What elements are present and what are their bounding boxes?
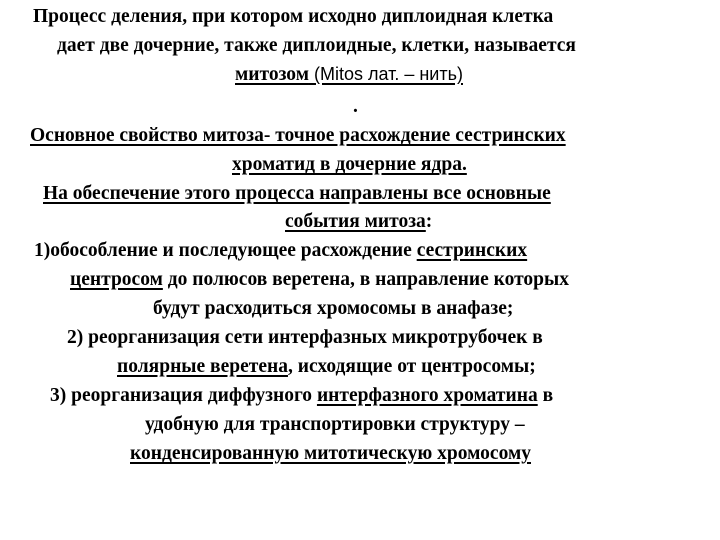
item1-centrosomes: центросом bbox=[70, 269, 163, 290]
item1-text-b: до полюсов веретена, в направление которых bbox=[162, 269, 569, 290]
para3-line1 bbox=[43, 179, 551, 208]
para2-line2-text: хроматид в дочерние ядра. bbox=[232, 154, 467, 175]
para1-period: . bbox=[353, 96, 358, 117]
para1-line2-text: дает две дочерние, также диплоидные, клетки, называется bbox=[57, 35, 576, 56]
item2-line1 bbox=[67, 323, 543, 352]
para2-line1-text: Основное свойство митоза- точное расхождение сестринских bbox=[30, 125, 566, 146]
item1-line1 bbox=[34, 236, 527, 265]
item1-line2 bbox=[70, 265, 569, 294]
item3-line2 bbox=[145, 410, 525, 439]
item2-text-a: 2) реорганизация сети интерфазных микротрубочек в bbox=[67, 327, 543, 348]
item1-line3 bbox=[153, 294, 513, 323]
item3-condensed-chromosome: конденсированную митотическую хромосому bbox=[130, 443, 531, 464]
item3-line3 bbox=[130, 439, 531, 468]
para1-line2 bbox=[57, 31, 576, 60]
item3-text-a: 3) реорганизация диффузного bbox=[50, 385, 317, 406]
item1-text-c: будут расходиться хромосомы в анафазе; bbox=[153, 298, 514, 319]
item1-sister: сестринских bbox=[416, 240, 528, 261]
para3-line1-text: На обеспечение этого процесса направлены все основные bbox=[43, 183, 551, 204]
para1-line3 bbox=[235, 60, 463, 89]
para1-line1-text: Процесс деления, при котором исходно диплоидная клетка bbox=[33, 6, 554, 27]
para1-line1 bbox=[33, 2, 553, 31]
item3-text-c: удобную для транспортировки структуру – bbox=[145, 414, 525, 435]
para2-line1 bbox=[30, 121, 566, 150]
para3-colon: : bbox=[425, 211, 433, 232]
mitosis-etymology: (Mitos лат. – нить) bbox=[308, 64, 463, 84]
item3-interphase-chromatin: интерфазного хроматина bbox=[316, 385, 538, 406]
mitosis-term: митозом bbox=[235, 64, 309, 85]
para3-line2 bbox=[285, 207, 432, 236]
item3-line1 bbox=[50, 381, 553, 410]
item2-polar-spindles: полярные веретена bbox=[117, 356, 288, 377]
mitosis-events: события митоза bbox=[285, 211, 426, 232]
para2-line2 bbox=[232, 150, 467, 179]
item2-line2 bbox=[117, 352, 536, 381]
item1-text-a: 1)обособление и последующее расхождение bbox=[34, 240, 417, 261]
para1-line4 bbox=[353, 92, 358, 121]
item2-text-b: , исходящие от центросомы; bbox=[287, 356, 536, 377]
item3-text-b: в bbox=[537, 385, 554, 406]
